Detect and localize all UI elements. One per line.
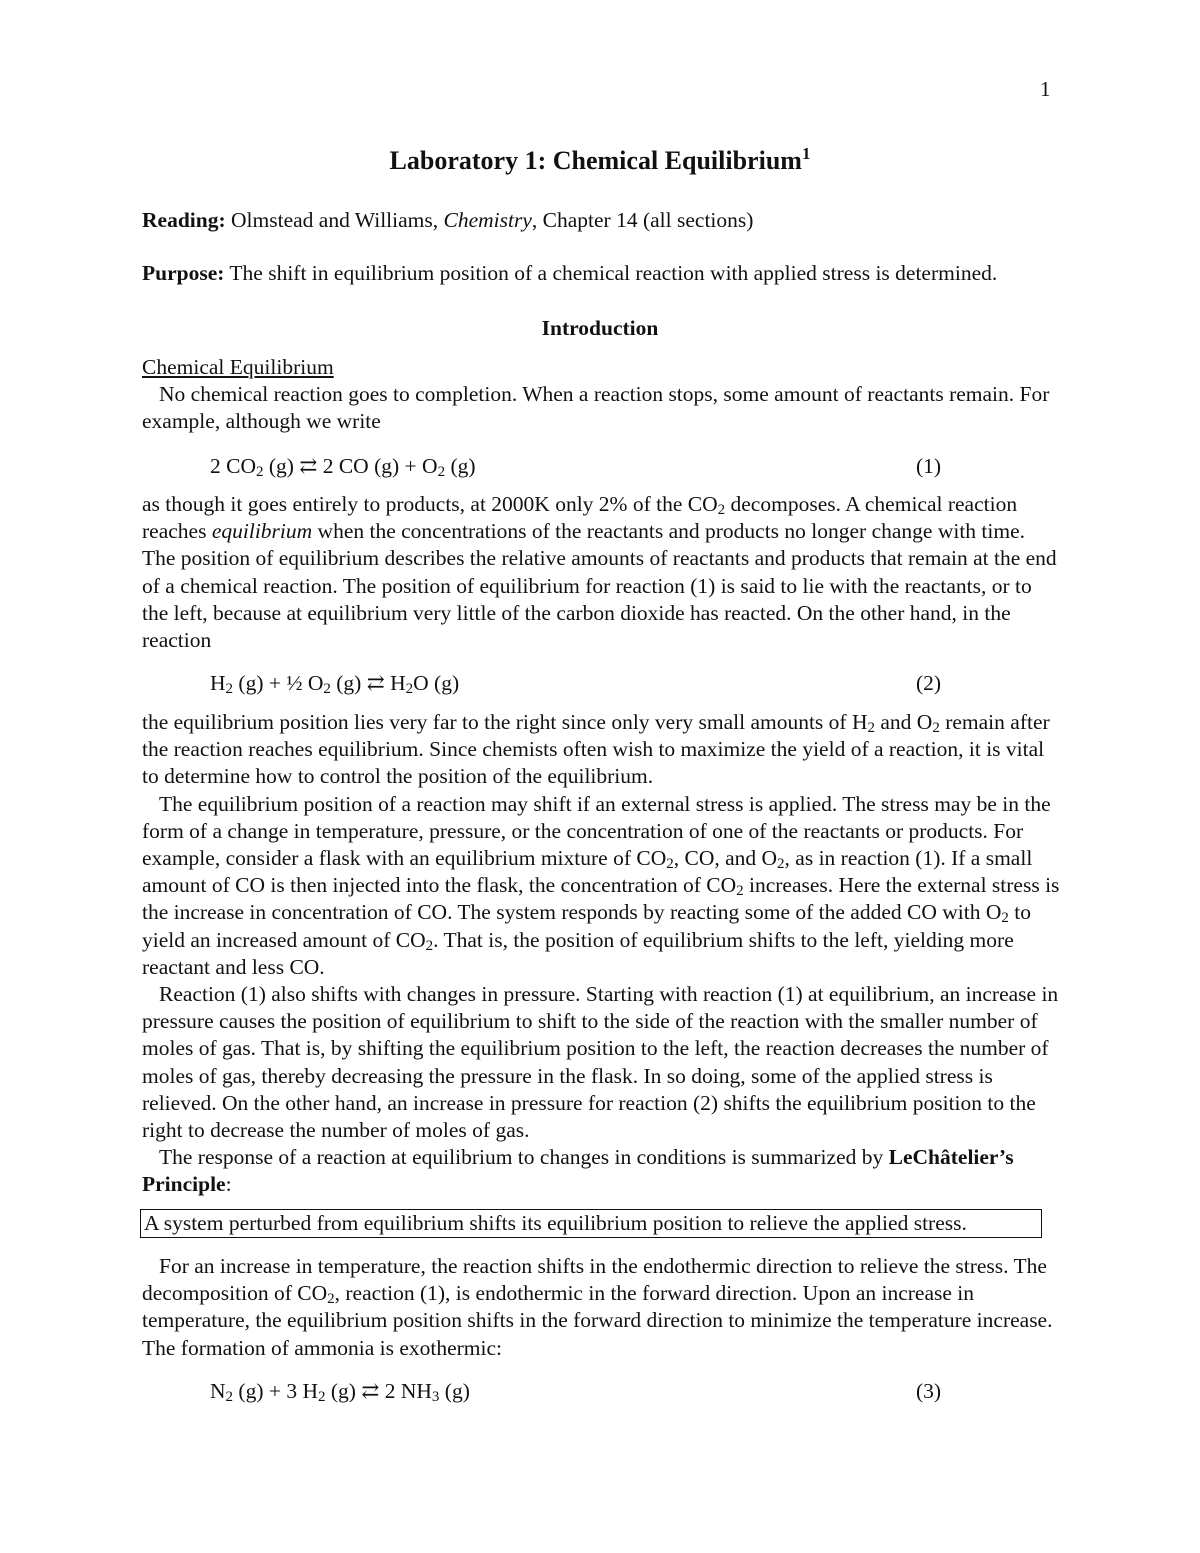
eq3-part: (g) [439, 1379, 470, 1403]
p7-sub: 2 [327, 1291, 335, 1308]
equation-2 [210, 670, 459, 697]
eq3-sub: 3 [431, 1389, 440, 1405]
paragraph-2-text [142, 491, 1062, 654]
p4-part: increases. Here the external stress is the increase in concentration of CO. The system responds by reacting some of the added CO with O [142, 873, 1060, 925]
reading-text-after: , Chapter 14 (all sections) [531, 208, 754, 232]
paragraph-5-text: Reaction (1) also shifts with changes in pressure. Starting with reaction (1) at equilibrium, an increase in pressure causes the position of equilibrium to shift to the side of the reaction with the smaller number of moles of gas. That is, by shifting the equilibrium position to the left, the reaction decreases the number of moles of gas, thereby decreasing the pressure in the flask. In so doing, some of the applied stress is relieved. On the other hand, an increase in pressure for reaction (2) shifts the equilibrium position to the right to decrease the number of moles of gas. [142, 982, 1059, 1143]
equation-1 [210, 453, 476, 480]
equation-1-number: (1) [916, 454, 942, 478]
p4-part: to yield an increased amount of CO [142, 900, 1031, 952]
eq2-part: O (g) [413, 671, 460, 695]
eq3-part: (g) ⇄ 2 NH [325, 1379, 432, 1403]
p4-sub: 2 [425, 937, 434, 954]
p4-sub: 2 [777, 856, 785, 873]
eq2-part: (g) + ½ O [233, 671, 324, 695]
principle-box [140, 1209, 1042, 1238]
eq2-sub: 2 [323, 681, 331, 697]
purpose-label: Purpose: [142, 261, 225, 285]
equilibrium-term: equilibrium [211, 519, 313, 544]
eq1-sub: 2 [437, 464, 446, 480]
p2-part: as though it goes entirely to products, at 2000K only 2% of the CO [142, 492, 718, 516]
eq1-part: (g) [445, 454, 476, 478]
eq2-part: (g) ⇄ H [330, 671, 406, 695]
p4-sub: 2 [736, 883, 744, 900]
p2-part: when the concentrations of the reactants and products no longer change with time. The position of equilibrium describes the relative amounts of reactants and products that remain at the end of a chemical reaction. The position of equilibrium for reaction (1) is said to lie with the reactants, or to the left, because at equilibrium very little of the carbon dioxide has reacted. On the other hand, in the reaction [142, 519, 1057, 653]
equation-3-number: (3) [916, 1379, 942, 1403]
paragraph-1 [142, 381, 1062, 435]
p3-part: remain after the reaction reaches equilibrium. Since chemists often wish to maximize the yield of a reaction, it is vital to determine how to control the position of the equilibrium. [142, 710, 1050, 789]
eq2-sub: 2 [225, 681, 234, 697]
p3-part: and O [875, 710, 933, 734]
paragraph-7 [142, 1253, 1062, 1362]
eq3-sub: 2 [318, 1389, 326, 1405]
eq3-sub: 2 [225, 1389, 234, 1405]
purpose-line [142, 260, 997, 287]
p4-part: , CO, and O [673, 846, 778, 871]
paragraph-2 [142, 491, 1062, 654]
page-number: 1 [1040, 77, 1051, 101]
reading-book: Chemistry [443, 208, 532, 232]
title-text: Laboratory 1: Chemical Equilibrium [389, 146, 802, 175]
paragraph-4-text [142, 791, 1062, 981]
section-title: Chemical Equilibrium [142, 355, 334, 379]
eq3-part: (g) + 3 H [233, 1379, 319, 1403]
p2-sub: 2 [717, 502, 726, 518]
paragraph-3-text [142, 709, 1062, 791]
paragraph-3 [142, 709, 1062, 1199]
footnote-mark: 1 [801, 144, 811, 163]
reading-line [142, 207, 753, 234]
eq2-sub: 2 [405, 681, 414, 697]
page-title [0, 146, 1200, 176]
reading-label: Reading: [142, 208, 226, 232]
purpose-text: The shift in equilibrium position of a chemical reaction with applied stress is determined. [224, 261, 998, 285]
equation-3 [210, 1378, 470, 1405]
p7-part: , reaction (1), is endothermic in the forward direction. Upon an increase in temperature, the equilibrium position shifts in the forward direction to minimize the temperature increase. The formation of ammonia is exothermic: [142, 1281, 1053, 1360]
eq1-part: 2 CO [210, 454, 256, 478]
eq3-part: N [210, 1379, 226, 1403]
lechatelier-principle-term: LeChâtelier’s Principle [142, 1145, 1014, 1197]
p3-sub: 2 [932, 720, 940, 736]
eq2-part: H [210, 671, 226, 695]
p3-part: the equilibrium position lies very far to the right since only very small amounts of H [142, 710, 868, 734]
principle-text: A system perturbed from equilibrium shifts its equilibrium position to relieve the applied stress. [144, 1211, 967, 1235]
p4-sub: 2 [1001, 910, 1009, 927]
paragraph-6-text [142, 1144, 1062, 1198]
paragraph-7-text [142, 1253, 1062, 1362]
p3-sub: 2 [867, 720, 875, 736]
p4-sub: 2 [666, 856, 674, 873]
p7-part: For an increase in temperature, the reaction shifts in the endothermic direction to relieve the stress. The decomposition of CO [142, 1254, 1047, 1306]
equation-2-number: (2) [916, 671, 942, 695]
eq1-part: (g) ⇄ 2 CO (g) + O [263, 454, 438, 478]
paragraph-1-text: No chemical reaction goes to completion. When a reaction stops, some amount of reactants remain. For example, although we write [142, 382, 1050, 434]
p4-part: , as in reaction (1). If a small amount of CO is then injected into the flask, the concentration of CO [142, 846, 1033, 898]
p6-part: : [225, 1172, 232, 1197]
introduction-heading: Introduction [541, 316, 659, 340]
p6-part: The response of a reaction at equilibrium to changes in conditions is summarized by [159, 1145, 889, 1170]
eq1-sub: 2 [256, 464, 264, 480]
p4-part: The equilibrium position of a reaction may shift if an external stress is applied. The stress may be in the form of a change in temperature, pressure, or the concentration of one of the reactants or products. For example, consider a flask with an equilibrium mixture of CO [142, 791, 1051, 871]
p4-part: . That is, the position of equilibrium shifts to the left, yielding more reactant and less CO. [142, 927, 1014, 979]
p2-part: decomposes. A chemical reaction reaches [142, 492, 1018, 544]
reading-text-before: Olmstead and Williams, [225, 208, 444, 232]
